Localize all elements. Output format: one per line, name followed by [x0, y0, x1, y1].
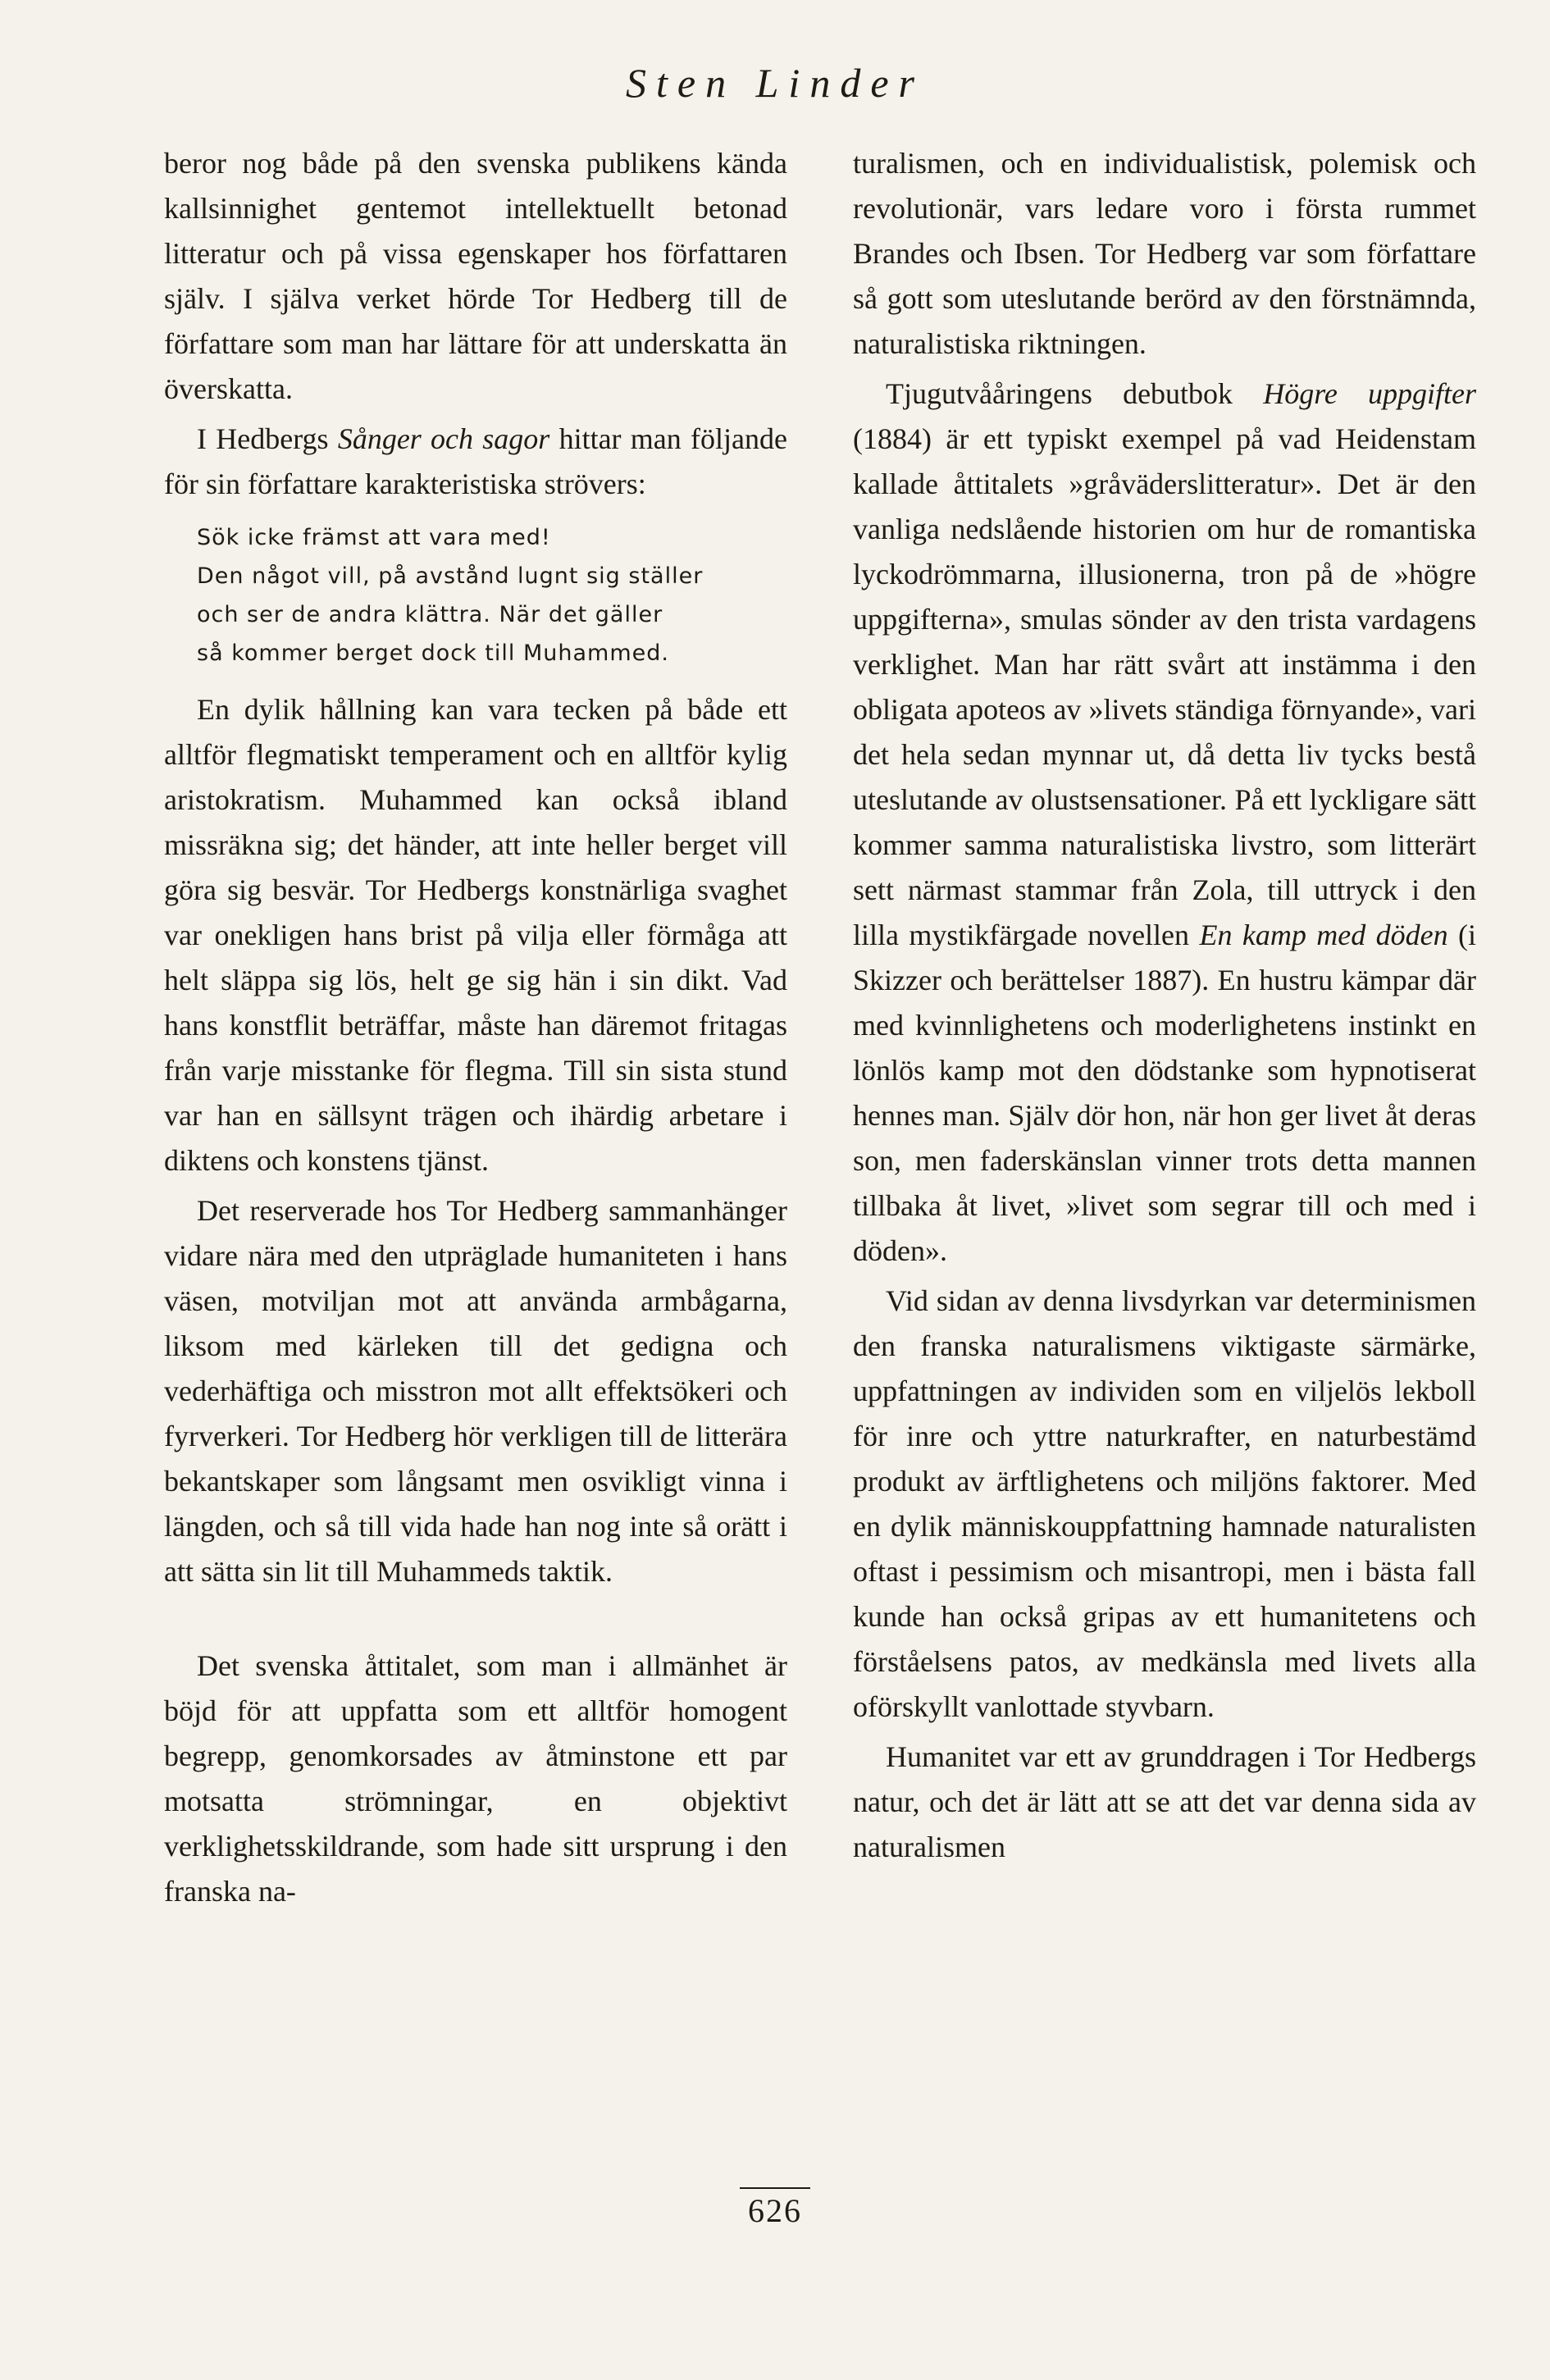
book-title: Sånger och sagor [337, 422, 550, 455]
running-head: Sten Linder [626, 60, 924, 106]
page-number-text: 626 [740, 2187, 810, 2229]
right-column [853, 141, 1476, 1870]
text-run: (1884) är ett typiskt exempel på vad Heidenstam kallade åttitalets »gråväderslitteratur». Det är den vanliga nedslående historien om hur de romantiska lyckodrömmarna, illusionerna, tron på de »högre uppgifterna», smulas sönder av den trista vardagens verklighet. Man har rätt svårt att instämma i den obligata apoteos av »livets ständiga förnyande», vari det hela sedan mynnar ut, då detta liv tycks bestå uteslutande av olustsensationer. På ett lyckligare sätt kommer samma naturalistiska livstro, som litterärt sett närmast stammar från Zola, till uttryck i den lilla mystikfärgade novellen [853, 422, 1476, 951]
paragraph: Det reserverade hos Tor Hedberg sammanhänger vidare nära med den utpräglade humaniteten i hans väsen, motviljan mot att använda armbågarna, liksom med kärleken till det gedigna och vederhäftiga och misstron mot allt effektsökeri och fyrverkeri. Tor Hedberg hör verkligen till de litterära bekantskaper som långsamt men osvikligt vinna i längden, och så till vida hade han nog inte så orätt i att sätta sin lit till Muhammeds taktik. [164, 1194, 787, 1588]
paragraph [164, 417, 787, 507]
left-column [164, 141, 787, 1914]
text-run: I Hedbergs [197, 422, 338, 455]
verse-line: och ser de andra klättra. När det gäller [197, 602, 663, 627]
text-run: hittar man följande för sin författare karakteristiska strövers: [164, 422, 787, 500]
paragraph: Vid sidan av denna livsdyrkan var determinismen den franska naturalismens viktigaste särmärke, uppfattningen av individen som en viljelös lekboll för inre och yttre naturkrafter, en naturbestämd produkt av ärftlighetens och miljöns faktorer. Med en dylik människouppfattning hamnade naturalisten oftast i pessimism och misantropi, men i bästa fall kunde han också gripas av ett humanitetens och förståelsens patos, av medkänsla med livets alla oförskyllt vanlottade styvbarn. [853, 1284, 1476, 1723]
paragraph [853, 372, 1476, 1274]
page-number [0, 2191, 1550, 2230]
paragraph: Det svenska åttitalet, som man i allmänhet är böjd för att uppfatta som ett alltför homogent begrepp, genomkorsades av åtminstone ett par motsatta strömningar, en objektivt verklighetsskildrande, som hade sitt ursprung i den franska na- [164, 1649, 787, 1908]
story-title: En kamp med döden [1199, 919, 1448, 951]
verse-line: så kommer berget dock till Muhammed. [197, 641, 669, 666]
text-run: (i Skizzer och berättelser 1887). En hustru kämpar där med kvinnlighetens och moderlighetens instinkt en lönlös kamp mot den dödstanke som hypnotiserat hennes man. Själv dör hon, när hon ger livet åt deras son, men faderskänslan vinner trots detta mannen tillbaka åt livet, »livet som segrar till och med i döden». [853, 919, 1476, 1267]
paragraph: beror nog både på den svenska publikens kända kallsinnighet gentemot intellektuellt betonad litteratur och på vissa egenskaper hos författaren själv. I själva verket hörde Tor Hedberg till de författare som man har lättare för att underskatta än överskatta. [164, 147, 787, 405]
verse-line: Den något vill, på avstånd lugnt sig ställer [197, 563, 704, 589]
paragraph: turalismen, och en individualistisk, polemisk och revolutionär, vars ledare voro i första rummet Brandes och Ibsen. Tor Hedberg var som författare så gott som uteslutande berörd av den förstnämnda, naturalistiska riktningen. [853, 147, 1476, 360]
verse-line: Sök icke främst att vara med! [197, 525, 551, 550]
verse-quote [197, 518, 787, 673]
paragraph: Humanitet var ett av grunddragen i Tor Hedbergs natur, och det är lätt att se att det var denna sida av naturalismen [853, 1740, 1476, 1863]
paragraph: En dylik hållning kan vara tecken på både ett alltför flegmatiskt temperament och en alltför kylig aristokratism. Muhammed kan också ibland missräkna sig; det händer, att inte heller berget vill göra sig besvär. Tor Hedbergs konstnärliga svaghet var onekligen hans brist på vilja eller förmåga att helt släppa sig lös, helt ge sig hän i sin dikt. Vad hans konstflit beträffar, måste han däremot fritagas från varje misstanke för flegma. Till sin sista stund var han en sällsynt trägen och ihärdig arbetare i diktens och konstens tjänst. [164, 693, 787, 1177]
book-title: Högre uppgifter [1263, 377, 1476, 410]
text-run: Tjugutvååringens debutbok [886, 377, 1264, 410]
